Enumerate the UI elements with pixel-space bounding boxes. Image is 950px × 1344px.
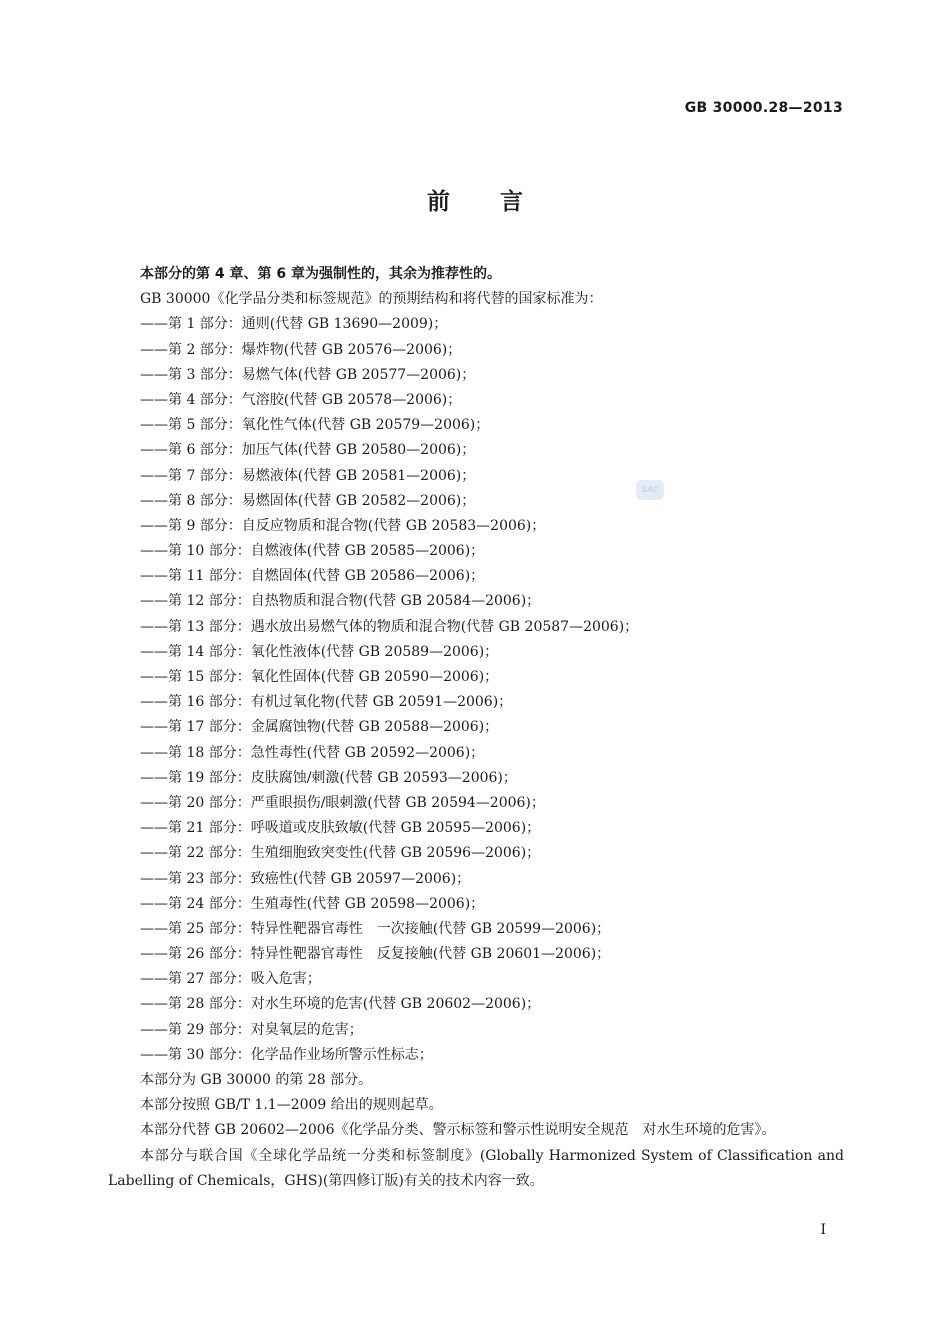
list-item: ——第 30 部分：化学品作业场所警示性标志； <box>140 1046 433 1063</box>
list-item: ——第 1 部分：通则(代替 GB 13690—2009)； <box>140 316 448 333</box>
list-item: ——第 2 部分：爆炸物(代替 GB 20576—2006)； <box>140 341 462 358</box>
list-item: ——第 6 部分：加压气体(代替 GB 20580—2006)； <box>140 442 476 459</box>
page-title: 前言 <box>427 189 573 215</box>
structure-statement: GB 30000《化学品分类和标签规范》的预期结构和将代替的国家标准为： <box>140 291 603 308</box>
list-item: ——第 4 部分：气溶胶(代替 GB 20578—2006)； <box>140 391 462 408</box>
list-item: ——第 11 部分：自燃固体(代替 GB 20586—2006)； <box>140 568 485 585</box>
page-number: Ⅰ <box>820 1222 826 1238</box>
parts-list <box>108 312 844 1068</box>
list-item: ——第 8 部分：易燃固体(代替 GB 20582—2006)； <box>140 492 476 509</box>
list-item: ——第 13 部分：遇水放出易燃气体的物质和混合物(代替 GB 20587—2006)； <box>140 618 639 635</box>
list-item: ——第 24 部分：生殖毒性(代替 GB 20598—2006)； <box>140 895 485 912</box>
list-item: ——第 28 部分：对水生环境的危害(代替 GB 20602—2006)； <box>140 996 541 1013</box>
list-item: ——第 9 部分：自反应物质和混合物(代替 GB 20583—2006)； <box>140 517 546 534</box>
list-item: ——第 18 部分：急性毒性(代替 GB 20592—2006)； <box>140 744 485 761</box>
list-item: ——第 3 部分：易燃气体(代替 GB 20577—2006)； <box>140 366 476 383</box>
drafting-statement: 本部分按照 GB/T 1.1—2009 给出的规则起草。 <box>140 1097 443 1114</box>
list-item: ——第 10 部分：自燃液体(代替 GB 20585—2006)； <box>140 543 485 560</box>
list-item: ——第 27 部分：吸入危害； <box>140 971 321 988</box>
part-of-statement: 本部分为 GB 30000 的第 28 部分。 <box>140 1072 373 1088</box>
list-item: ——第 5 部分：氧化性气体(代替 GB 20579—2006)； <box>140 417 490 434</box>
list-item: ——第 21 部分：呼吸道或皮肤致敏(代替 GB 20595—2006)； <box>140 820 541 837</box>
list-item: ——第 25 部分：特异性靶器官毒性 一次接触(代替 GB 20599—2006)； <box>140 920 611 937</box>
list-item: ——第 14 部分：氧化性液体(代替 GB 20589—2006)； <box>140 643 499 660</box>
list-item: ——第 23 部分：致癌性(代替 GB 20597—2006)； <box>140 870 471 887</box>
list-item: ——第 15 部分：氧化性固体(代替 GB 20590—2006)； <box>140 669 499 685</box>
foreword-body <box>108 262 844 1194</box>
mandatory-statement: 本部分的第 4 章、第 6 章为强制性的，其余为推荐性的。 <box>140 266 501 282</box>
list-item: ——第 17 部分：金属腐蚀物(代替 GB 20588—2006)； <box>140 719 499 736</box>
watermark-logo: SAC <box>636 480 664 500</box>
standard-number: GB 30000.28—2013 <box>684 100 843 116</box>
list-item: ——第 29 部分：对臭氧层的危害； <box>140 1021 363 1038</box>
list-item: ——第 20 部分：严重眼损伤/眼刺激(代替 GB 20594—2006)； <box>140 794 545 811</box>
list-item: ——第 12 部分：自热物质和混合物(代替 GB 20584—2006)； <box>140 593 541 610</box>
list-item: ——第 16 部分：有机过氧化物(代替 GB 20591—2006)； <box>140 694 513 711</box>
ghs-statement: 本部分与联合国《全球化学品统一分类和标签制度》(Globally Harmonized System of Classification and Labelling of Chemicals，GHS)(第四修订版)有关的技术内容一致。 <box>108 1147 844 1189</box>
list-item: ——第 22 部分：生殖细胞致突变性(代替 GB 20596—2006)； <box>140 845 541 862</box>
list-item: ——第 7 部分：易燃液体(代替 GB 20581—2006)； <box>140 467 476 484</box>
list-item: ——第 19 部分：皮肤腐蚀/刺激(代替 GB 20593—2006)； <box>140 769 517 786</box>
replaces-statement: 本部分代替 GB 20602—2006《化学品分类、警示标签和警示性说明安全规范 对水生环境的危害》。 <box>140 1122 776 1139</box>
list-item: ——第 26 部分：特异性靶器官毒性 反复接触(代替 GB 20601—2006)； <box>140 946 611 963</box>
